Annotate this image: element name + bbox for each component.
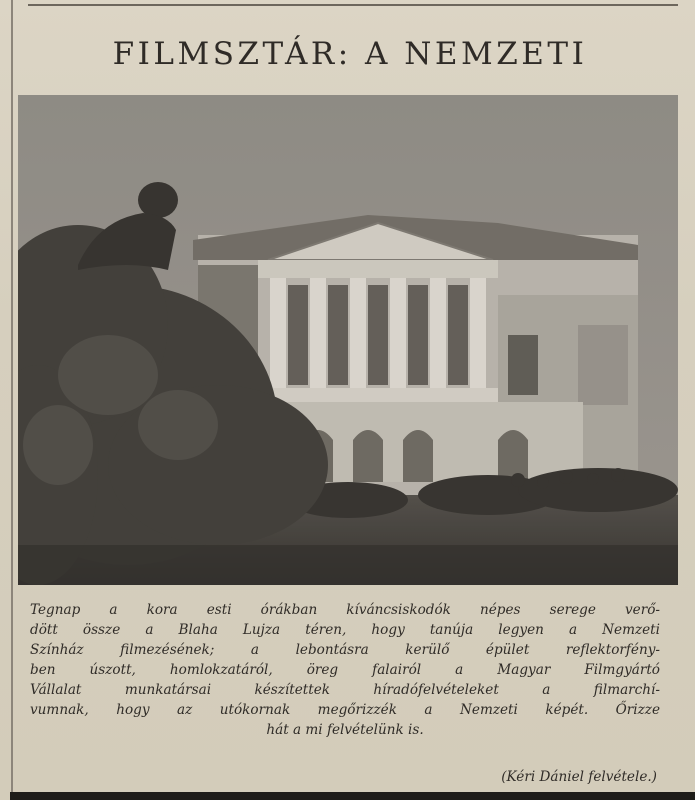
caption-line: hát a mi felvételünk is. [266, 722, 424, 738]
caption-line: Színház filmezésének; a lebontásra kerülő épület reflektorfény- [30, 642, 660, 658]
photo-credit: (Kéri Dániel felvétele.) [501, 769, 657, 785]
caption-line: dött össze a Blaha Lujza téren, hogy tanúja legyen a Nemzeti [30, 622, 660, 638]
top-rule [28, 4, 678, 6]
left-column-rule [11, 0, 13, 800]
photo-caption [30, 600, 660, 740]
caption-line: Tegnap a kora esti órákban kíváncsiskodók népes serege verő- [30, 602, 660, 618]
caption-line: vumnak, hogy az utókornak megőrizzék a Nemzeti képét. Őrizze [30, 702, 660, 718]
photo-national-theatre [18, 95, 678, 585]
headline: FILMSZTÁR: A NEMZETI [112, 36, 588, 72]
caption-line: Vállalat munkatársai készítettek híradófelvételeket a filmarchí- [30, 682, 660, 698]
bottom-rule [10, 792, 695, 800]
caption-line: ben úszott, homlokzatáról, öreg falairól a Magyar Filmgyártó [30, 662, 660, 678]
